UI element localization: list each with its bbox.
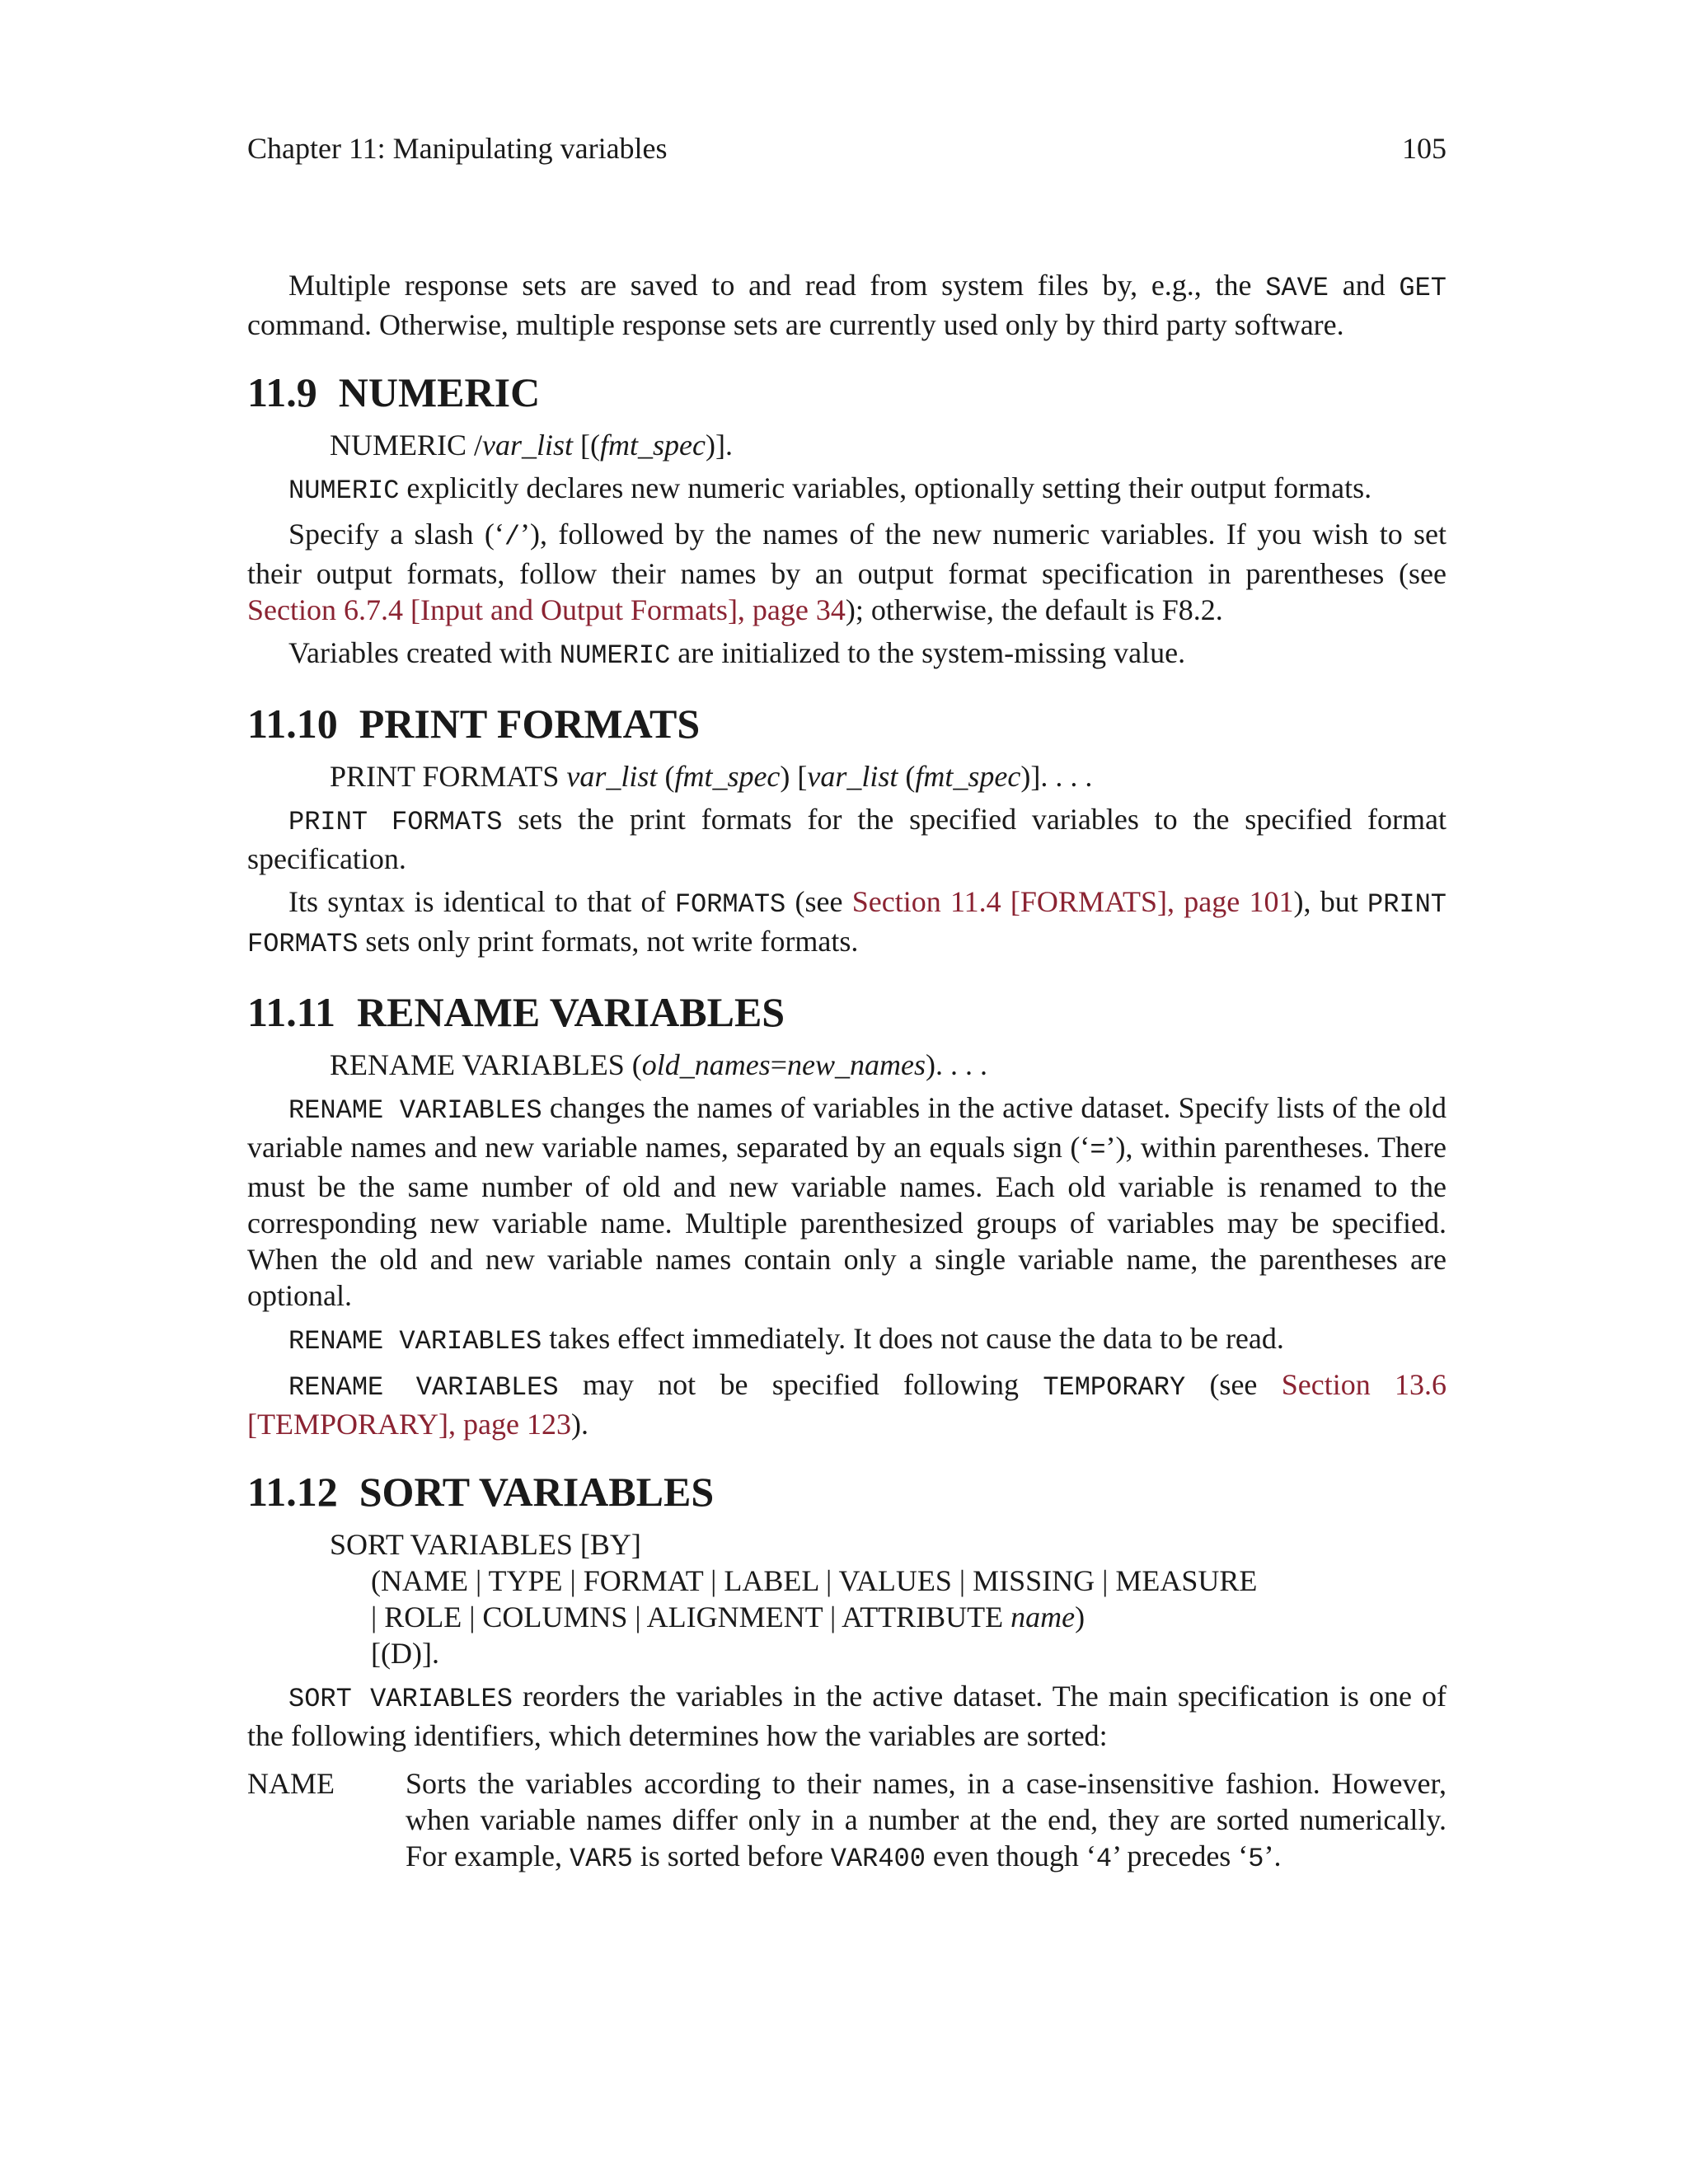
intro-paragraph: Multiple response sets are saved to and read from system files by, e.g., the SAVE and GET command. Otherwise, multiple response sets are currently used only by third party software. <box>247 269 1447 341</box>
syntax-sort-variables: SORT VARIABLES [BY] (NAME | TYPE | FORMAT | LABEL | VALUES | MISSING | MEASURE | ROLE | COLUMNS | ALIGNMENT | ATTRIBUTE name) [(D)]. <box>330 1528 1258 1670</box>
print-formats-paragraph-2: Its syntax is identical to that of FORMATS (see Section 11.4 [FORMATS], page 101), but PRINT FORMATS sets only print formats, not write formats. <box>247 885 1447 959</box>
section-heading-numeric: 11.9 NUMERIC <box>247 369 541 415</box>
syntax-rename-variables: RENAME VARIABLES (old_names=new_names). . . . <box>330 1048 987 1081</box>
code-get: GET <box>1399 273 1447 303</box>
link-formats[interactable]: Section 11.4 [FORMATS], page 101 <box>851 885 1294 918</box>
link-temporary[interactable]: Section 13.6 [TEMPORARY], page 123 <box>247 1368 1447 1441</box>
numeric-paragraph-2: Specify a slash (‘/’), followed by the names of the new numeric variables. If you wish to set their output formats, follow their names by an output format specification in parentheses (see Section 6.7.4 [Input and Output Formats], page 34); otherwise, the default is F8.2. <box>247 518 1447 626</box>
rename-paragraph-1: RENAME VARIABLES changes the names of variables in the active dataset. Specify lists of the old variable names and new variable names, separated by an equals sign (‘=’), within parentheses. There must be the same number of old and new variable names. Each old variable is renamed to the corresponding new variable name. Multiple parenthesized groups of variables may be specified. When the old and new variable names contain only a single variable name, the parentheses are optional. <box>247 1091 1447 1312</box>
print-formats-paragraph-1: PRINT FORMATS sets the print formats for the specified variables to the specified format specification. <box>247 803 1447 875</box>
sort-paragraph-1: SORT VARIABLES reorders the variables in the active dataset. The main specification is one of the following identifiers, which determines how the variables are sorted: <box>247 1680 1447 1752</box>
rename-paragraph-2: RENAME VARIABLES takes effect immediately. It does not cause the data to be read. <box>288 1322 1284 1357</box>
section-heading-print-formats: 11.10 PRINT FORMATS <box>247 701 701 747</box>
page-body <box>247 267 1447 1877</box>
syntax-print-formats: PRINT FORMATS var_list (fmt_spec) [var_list (fmt_spec)]. . . . <box>330 760 1093 793</box>
chapter-title: Chapter 11: Manipulating variables <box>247 132 668 165</box>
numeric-paragraph-3: Variables created with NUMERIC are initialized to the system-missing value. <box>288 636 1186 671</box>
syntax-numeric: NUMERIC /var_list [(fmt_spec)]. <box>330 429 733 462</box>
definition-name <box>247 1765 1447 1877</box>
numeric-paragraph-1: NUMERIC explicitly declares new numeric variables, optionally setting their output formats. <box>288 471 1372 506</box>
link-input-output-formats[interactable]: Section 6.7.4 [Input and Output Formats], page 34 <box>247 593 846 626</box>
running-header <box>247 130 1447 166</box>
code-save: SAVE <box>1265 273 1329 303</box>
section-heading-sort-variables: 11.12 SORT VARIABLES <box>247 1469 715 1515</box>
section-heading-rename-variables: 11.11 RENAME VARIABLES <box>247 989 785 1035</box>
page-number: 105 <box>1402 132 1447 165</box>
definition-description: Sorts the variables according to their names, in a case-insensitive fashion. However, when variable names differ only in a number at the end, they are sorted numerically. For example, VAR5 is sorted before VAR400 even though ‘4’ precedes ‘5’. <box>406 1767 1447 1874</box>
definition-term: NAME <box>247 1767 335 1800</box>
rename-paragraph-3: RENAME VARIABLES may not be specified following TEMPORARY (see Section 13.6 [TEMPORARY], page 123). <box>247 1368 1447 1441</box>
